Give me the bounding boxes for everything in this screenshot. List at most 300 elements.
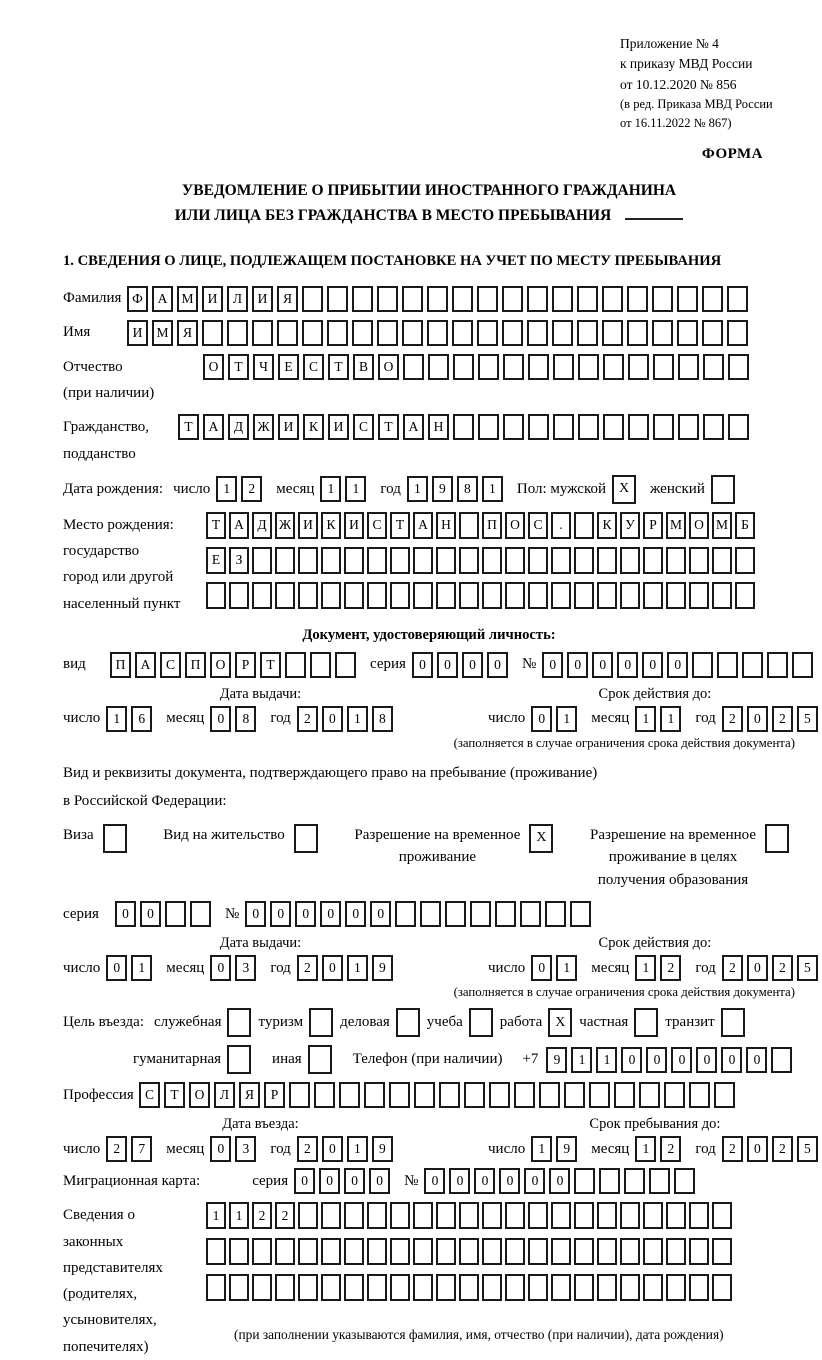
char-cell[interactable] [505,1274,525,1301]
char-cell[interactable] [689,1202,709,1229]
char-cell[interactable] [367,547,387,574]
char-cell[interactable] [327,286,348,312]
char-cell[interactable]: 0 [322,955,343,981]
char-cell[interactable]: О [203,354,224,380]
char-cell[interactable]: 1 [407,476,428,502]
char-cell[interactable] [344,1274,364,1301]
char-cell[interactable] [643,1238,663,1265]
char-cell[interactable] [252,582,272,609]
char-cell[interactable]: 0 [322,1136,343,1162]
char-cell[interactable] [302,286,323,312]
char-cell[interactable] [620,1238,640,1265]
char-cell[interactable] [666,1238,686,1265]
char-cell[interactable]: 1 [347,706,368,732]
char-cell[interactable]: К [597,512,617,539]
char-cell[interactable]: К [303,414,324,440]
char-cell[interactable] [298,547,318,574]
char-cell[interactable]: Т [378,414,399,440]
char-cell[interactable] [285,652,306,678]
char-cell[interactable]: Н [428,414,449,440]
char-cell[interactable]: 0 [531,706,552,732]
char-cell[interactable] [664,1082,685,1108]
char-cell[interactable] [502,320,523,346]
char-cell[interactable]: 0 [667,652,688,678]
char-cell[interactable] [229,582,249,609]
char-cell[interactable]: 5 [797,1136,818,1162]
char-cell[interactable]: 2 [722,706,743,732]
char-cell[interactable]: С [528,512,548,539]
char-cell[interactable]: 0 [210,955,231,981]
char-cell[interactable] [599,1168,620,1194]
char-cell[interactable] [413,1238,433,1265]
char-cell[interactable]: Л [214,1082,235,1108]
char-cell[interactable] [377,320,398,346]
char-cell[interactable]: 1 [347,955,368,981]
char-cell[interactable] [574,547,594,574]
char-cell[interactable] [728,354,749,380]
char-cell[interactable] [602,320,623,346]
char-cell[interactable] [689,1274,709,1301]
char-cell[interactable]: Т [206,512,226,539]
char-cell[interactable] [628,354,649,380]
char-cell[interactable]: 0 [294,1168,315,1194]
char-cell[interactable] [689,1238,709,1265]
char-cell[interactable]: 9 [372,955,393,981]
char-cell[interactable]: 0 [487,652,508,678]
char-cell[interactable] [652,320,673,346]
char-cell[interactable]: 2 [106,1136,127,1162]
char-cell[interactable] [703,354,724,380]
char-cell[interactable] [564,1082,585,1108]
char-cell[interactable] [727,320,748,346]
char-cell[interactable] [364,1082,385,1108]
char-cell[interactable] [677,320,698,346]
char-cell[interactable] [367,582,387,609]
char-cell[interactable] [528,1274,548,1301]
char-cell[interactable] [527,320,548,346]
char-cell[interactable]: И [127,320,148,346]
char-cell[interactable]: 0 [721,1047,742,1073]
char-cell[interactable] [459,1274,479,1301]
char-cell[interactable] [528,582,548,609]
char-cell[interactable] [310,652,331,678]
char-cell[interactable]: 2 [722,1136,743,1162]
char-cell[interactable] [742,652,763,678]
char-cell[interactable] [252,320,273,346]
char-cell[interactable]: М [152,320,173,346]
char-cell[interactable] [489,1082,510,1108]
char-cell[interactable] [597,1238,617,1265]
char-cell[interactable]: А [403,414,424,440]
char-cell[interactable]: X [548,1008,572,1037]
char-cell[interactable] [771,1047,792,1073]
char-cell[interactable]: 1 [556,706,577,732]
char-cell[interactable] [666,1202,686,1229]
char-cell[interactable] [314,1082,335,1108]
char-cell[interactable]: 2 [772,1136,793,1162]
char-cell[interactable]: 0 [412,652,433,678]
char-cell[interactable]: 5 [797,955,818,981]
char-cell[interactable]: 0 [592,652,613,678]
char-cell[interactable] [603,354,624,380]
char-cell[interactable] [551,1238,571,1265]
char-cell[interactable] [551,547,571,574]
char-cell[interactable]: О [189,1082,210,1108]
char-cell[interactable]: Е [206,547,226,574]
char-cell[interactable]: 0 [567,652,588,678]
char-cell[interactable] [390,1238,410,1265]
char-cell[interactable]: 1 [216,476,237,502]
char-cell[interactable] [390,547,410,574]
char-cell[interactable]: 0 [462,652,483,678]
char-cell[interactable]: 0 [295,901,316,927]
char-cell[interactable]: И [344,512,364,539]
char-cell[interactable] [620,1274,640,1301]
char-cell[interactable] [298,1274,318,1301]
char-cell[interactable]: 0 [531,955,552,981]
char-cell[interactable] [277,320,298,346]
char-cell[interactable] [227,1045,251,1074]
char-cell[interactable]: Б [735,512,755,539]
char-cell[interactable]: Т [178,414,199,440]
char-cell[interactable] [502,286,523,312]
char-cell[interactable]: А [229,512,249,539]
char-cell[interactable] [578,414,599,440]
char-cell[interactable]: А [413,512,433,539]
char-cell[interactable] [639,1082,660,1108]
char-cell[interactable] [427,286,448,312]
char-cell[interactable]: С [303,354,324,380]
char-cell[interactable]: 0 [369,1168,390,1194]
char-cell[interactable]: О [505,512,525,539]
char-cell[interactable] [574,512,594,539]
char-cell[interactable] [436,1274,456,1301]
char-cell[interactable] [321,1202,341,1229]
char-cell[interactable] [649,1168,670,1194]
char-cell[interactable] [413,1202,433,1229]
char-cell[interactable] [439,1082,460,1108]
char-cell[interactable]: 0 [210,706,231,732]
char-cell[interactable] [503,354,524,380]
char-cell[interactable] [652,286,673,312]
char-cell[interactable] [464,1082,485,1108]
char-cell[interactable]: 1 [131,955,152,981]
char-cell[interactable]: Р [235,652,256,678]
char-cell[interactable]: 1 [229,1202,249,1229]
char-cell[interactable] [206,1274,226,1301]
char-cell[interactable] [459,1202,479,1229]
char-cell[interactable]: 0 [449,1168,470,1194]
char-cell[interactable] [445,901,466,927]
char-cell[interactable]: 7 [131,1136,152,1162]
char-cell[interactable]: Е [278,354,299,380]
char-cell[interactable] [321,1274,341,1301]
char-cell[interactable]: 2 [722,955,743,981]
char-cell[interactable]: Р [264,1082,285,1108]
char-cell[interactable] [470,901,491,927]
char-cell[interactable]: 0 [344,1168,365,1194]
char-cell[interactable] [229,1274,249,1301]
char-cell[interactable] [459,512,479,539]
char-cell[interactable]: Я [239,1082,260,1108]
char-cell[interactable] [403,354,424,380]
char-cell[interactable] [275,1238,295,1265]
char-cell[interactable]: 0 [671,1047,692,1073]
char-cell[interactable] [402,286,423,312]
char-cell[interactable] [390,1202,410,1229]
char-cell[interactable]: 0 [245,901,266,927]
char-cell[interactable] [711,475,735,504]
char-cell[interactable]: Ж [253,414,274,440]
char-cell[interactable] [712,1238,732,1265]
char-cell[interactable] [728,414,749,440]
char-cell[interactable] [574,1274,594,1301]
char-cell[interactable] [390,1274,410,1301]
char-cell[interactable] [677,286,698,312]
char-cell[interactable] [459,1238,479,1265]
char-cell[interactable] [627,320,648,346]
char-cell[interactable]: 1 [347,1136,368,1162]
char-cell[interactable] [344,547,364,574]
char-cell[interactable] [344,1202,364,1229]
char-cell[interactable] [666,547,686,574]
char-cell[interactable]: Р [643,512,663,539]
char-cell[interactable] [597,547,617,574]
char-cell[interactable]: 1 [596,1047,617,1073]
char-cell[interactable] [227,320,248,346]
char-cell[interactable] [478,354,499,380]
char-cell[interactable]: Т [260,652,281,678]
char-cell[interactable]: 1 [345,476,366,502]
char-cell[interactable]: Я [177,320,198,346]
char-cell[interactable] [614,1082,635,1108]
char-cell[interactable]: Т [164,1082,185,1108]
char-cell[interactable]: 0 [140,901,161,927]
char-cell[interactable] [389,1082,410,1108]
char-cell[interactable]: Л [227,286,248,312]
char-cell[interactable]: 2 [772,955,793,981]
char-cell[interactable] [275,1274,295,1301]
char-cell[interactable] [528,354,549,380]
char-cell[interactable]: У [620,512,640,539]
char-cell[interactable]: 1 [482,476,503,502]
char-cell[interactable] [666,582,686,609]
char-cell[interactable] [482,547,502,574]
char-cell[interactable]: М [177,286,198,312]
char-cell[interactable] [477,286,498,312]
char-cell[interactable] [413,582,433,609]
char-cell[interactable]: С [139,1082,160,1108]
char-cell[interactable]: 2 [297,955,318,981]
char-cell[interactable]: 1 [635,955,656,981]
char-cell[interactable] [420,901,441,927]
char-cell[interactable] [528,1238,548,1265]
char-cell[interactable] [436,1202,456,1229]
char-cell[interactable]: 0 [642,652,663,678]
char-cell[interactable] [767,652,788,678]
char-cell[interactable]: 0 [499,1168,520,1194]
char-cell[interactable]: 0 [542,652,563,678]
char-cell[interactable]: 2 [241,476,262,502]
char-cell[interactable]: 9 [556,1136,577,1162]
char-cell[interactable] [717,652,738,678]
char-cell[interactable]: И [328,414,349,440]
char-cell[interactable] [453,414,474,440]
char-cell[interactable] [503,414,524,440]
char-cell[interactable] [505,1238,525,1265]
char-cell[interactable]: 0 [345,901,366,927]
char-cell[interactable] [477,320,498,346]
char-cell[interactable]: А [152,286,173,312]
char-cell[interactable]: О [378,354,399,380]
char-cell[interactable]: 2 [297,1136,318,1162]
char-cell[interactable] [689,547,709,574]
char-cell[interactable]: П [185,652,206,678]
char-cell[interactable]: 1 [320,476,341,502]
char-cell[interactable] [552,320,573,346]
char-cell[interactable] [603,414,624,440]
char-cell[interactable] [165,901,186,927]
char-cell[interactable]: В [353,354,374,380]
char-cell[interactable] [252,1274,272,1301]
char-cell[interactable] [335,652,356,678]
char-cell[interactable] [520,901,541,927]
char-cell[interactable] [352,320,373,346]
char-cell[interactable]: 0 [320,901,341,927]
char-cell[interactable]: 1 [206,1202,226,1229]
char-cell[interactable] [727,286,748,312]
char-cell[interactable] [453,354,474,380]
char-cell[interactable] [528,414,549,440]
char-cell[interactable] [689,1082,710,1108]
char-cell[interactable]: И [298,512,318,539]
char-cell[interactable] [275,547,295,574]
char-cell[interactable]: 9 [372,1136,393,1162]
char-cell[interactable]: 2 [660,1136,681,1162]
char-cell[interactable] [294,824,318,853]
char-cell[interactable] [545,901,566,927]
char-cell[interactable]: 0 [474,1168,495,1194]
char-cell[interactable] [302,320,323,346]
char-cell[interactable]: 8 [372,706,393,732]
char-cell[interactable] [202,320,223,346]
char-cell[interactable] [666,1274,686,1301]
char-cell[interactable]: 0 [646,1047,667,1073]
char-cell[interactable]: М [666,512,686,539]
char-cell[interactable]: 0 [621,1047,642,1073]
char-cell[interactable]: 2 [252,1202,272,1229]
char-cell[interactable] [321,582,341,609]
char-cell[interactable] [551,582,571,609]
char-cell[interactable] [735,547,755,574]
char-cell[interactable] [414,1082,435,1108]
char-cell[interactable]: П [482,512,502,539]
char-cell[interactable]: 1 [571,1047,592,1073]
char-cell[interactable] [589,1082,610,1108]
char-cell[interactable] [653,414,674,440]
char-cell[interactable]: 0 [747,1136,768,1162]
char-cell[interactable] [765,824,789,853]
char-cell[interactable] [459,547,479,574]
char-cell[interactable]: Ж [275,512,295,539]
char-cell[interactable] [597,582,617,609]
char-cell[interactable] [674,1168,695,1194]
char-cell[interactable] [574,1202,594,1229]
char-cell[interactable]: А [203,414,224,440]
char-cell[interactable] [482,1202,502,1229]
char-cell[interactable] [227,1008,251,1037]
char-cell[interactable]: 1 [660,706,681,732]
char-cell[interactable] [678,354,699,380]
char-cell[interactable] [298,582,318,609]
char-cell[interactable] [553,414,574,440]
char-cell[interactable] [402,320,423,346]
char-cell[interactable] [714,1082,735,1108]
char-cell[interactable] [597,1202,617,1229]
char-cell[interactable] [574,1238,594,1265]
char-cell[interactable] [505,582,525,609]
char-cell[interactable] [628,414,649,440]
char-cell[interactable]: 0 [424,1168,445,1194]
char-cell[interactable] [452,320,473,346]
char-cell[interactable]: 0 [747,955,768,981]
char-cell[interactable] [390,582,410,609]
char-cell[interactable] [712,1274,732,1301]
char-cell[interactable] [413,1274,433,1301]
char-cell[interactable] [551,1274,571,1301]
char-cell[interactable] [206,1238,226,1265]
char-cell[interactable]: X [612,475,636,504]
char-cell[interactable] [344,582,364,609]
char-cell[interactable]: З [229,547,249,574]
char-cell[interactable] [735,582,755,609]
char-cell[interactable]: 0 [115,901,136,927]
char-cell[interactable] [428,354,449,380]
char-cell[interactable] [528,547,548,574]
char-cell[interactable]: М [712,512,732,539]
char-cell[interactable]: Т [228,354,249,380]
char-cell[interactable]: Д [228,414,249,440]
char-cell[interactable]: О [689,512,709,539]
char-cell[interactable]: . [551,512,571,539]
char-cell[interactable] [620,582,640,609]
char-cell[interactable] [395,901,416,927]
char-cell[interactable] [643,547,663,574]
char-cell[interactable] [190,901,211,927]
char-cell[interactable] [574,582,594,609]
char-cell[interactable] [413,547,433,574]
char-cell[interactable] [624,1168,645,1194]
char-cell[interactable] [653,354,674,380]
char-cell[interactable] [252,547,272,574]
char-cell[interactable] [620,1202,640,1229]
char-cell[interactable] [352,286,373,312]
char-cell[interactable]: С [353,414,374,440]
char-cell[interactable] [321,1238,341,1265]
char-cell[interactable] [298,1238,318,1265]
char-cell[interactable]: 2 [297,706,318,732]
char-cell[interactable] [505,547,525,574]
char-cell[interactable] [309,1008,333,1037]
char-cell[interactable] [436,1238,456,1265]
char-cell[interactable]: С [160,652,181,678]
char-cell[interactable] [469,1008,493,1037]
char-cell[interactable] [689,582,709,609]
char-cell[interactable]: 0 [270,901,291,927]
char-cell[interactable]: О [210,652,231,678]
char-cell[interactable]: 3 [235,1136,256,1162]
char-cell[interactable] [634,1008,658,1037]
